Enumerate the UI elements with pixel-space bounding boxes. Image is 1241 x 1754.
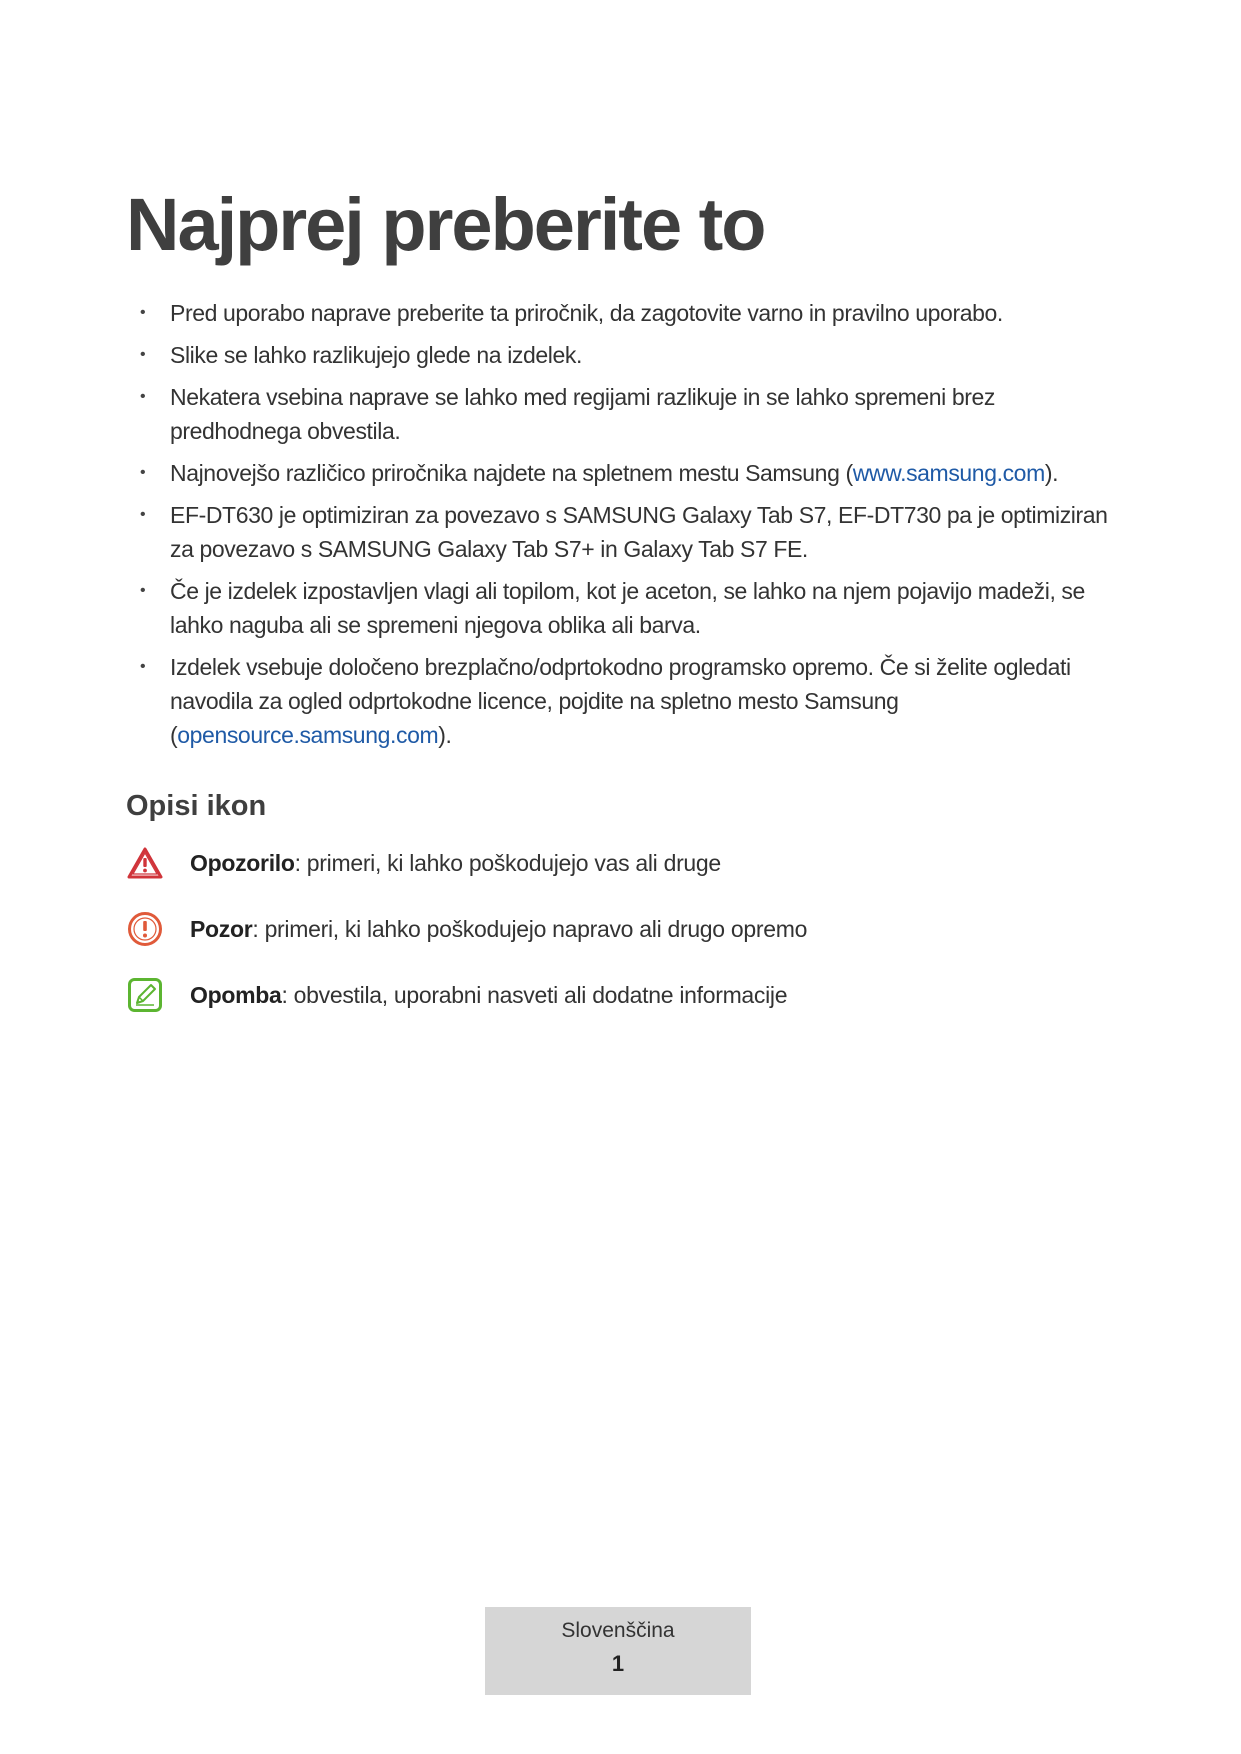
caution-circle-icon (126, 910, 164, 948)
bullet-item: • EF-DT630 je optimiziran za povezavo s SAMSUNG Galaxy Tab S7, EF-DT730 pa je optimiziran za povezavo s SAMSUNG Galaxy Tab S7+ in Galaxy Tab S7 FE. (140, 498, 1120, 566)
page-number: 1 (611, 1651, 625, 1676)
intro-bullet-list (140, 296, 1120, 760)
page-footer (485, 1607, 751, 1695)
bullet-item: • Najnovejšo različico priročnika najdete na spletnem mestu Samsung (www.samsung.com). (140, 456, 1120, 490)
icons-section-title: Opisi ikon (126, 790, 267, 822)
warning-triangle-icon (126, 844, 164, 882)
bullet-item: • Če je izdelek izpostavljen vlagi ali topilom, kot je aceton, se lahko na njem pojavijo madeži, se lahko naguba ali se spremeni njegova oblika ali barva. (140, 574, 1120, 642)
page-title: Najprej preberite to (126, 183, 765, 266)
note-pencil-icon (126, 976, 164, 1014)
bullet-item: • Nekatera vsebina naprave se lahko med regijami razlikuje in se lahko spremeni brez predhodnega obvestila. (140, 380, 1120, 448)
samsung-website-link[interactable]: www.samsung.com (852, 460, 1045, 486)
footer-language: Slovenščina (561, 1619, 675, 1642)
bullet-item: • Slike se lahko razlikujejo glede na izdelek. (140, 338, 1120, 372)
bullet-item: • Izdelek vsebuje določeno brezplačno/odprtokodno programsko opremo. Če si želite ogledati navodila za ogled odprtokodne licence, pojdite na spletno mesto Samsung (opensource.samsung.com). (140, 650, 1120, 752)
icon-description-warning: Opozorilo: primeri, ki lahko poškodujejo vas ali druge (126, 843, 1026, 883)
bullet-item: • Pred uporabo naprave preberite ta priročnik, da zagotovite varno in pravilno uporabo. (140, 296, 1120, 330)
icon-description-caution: Pozor: primeri, ki lahko poškodujejo napravo ali drugo opremo (126, 909, 1026, 949)
icon-description-note: Opomba: obvestila, uporabni nasveti ali dodatne informacije (126, 975, 1026, 1015)
opensource-website-link[interactable]: opensource.samsung.com (177, 722, 439, 748)
